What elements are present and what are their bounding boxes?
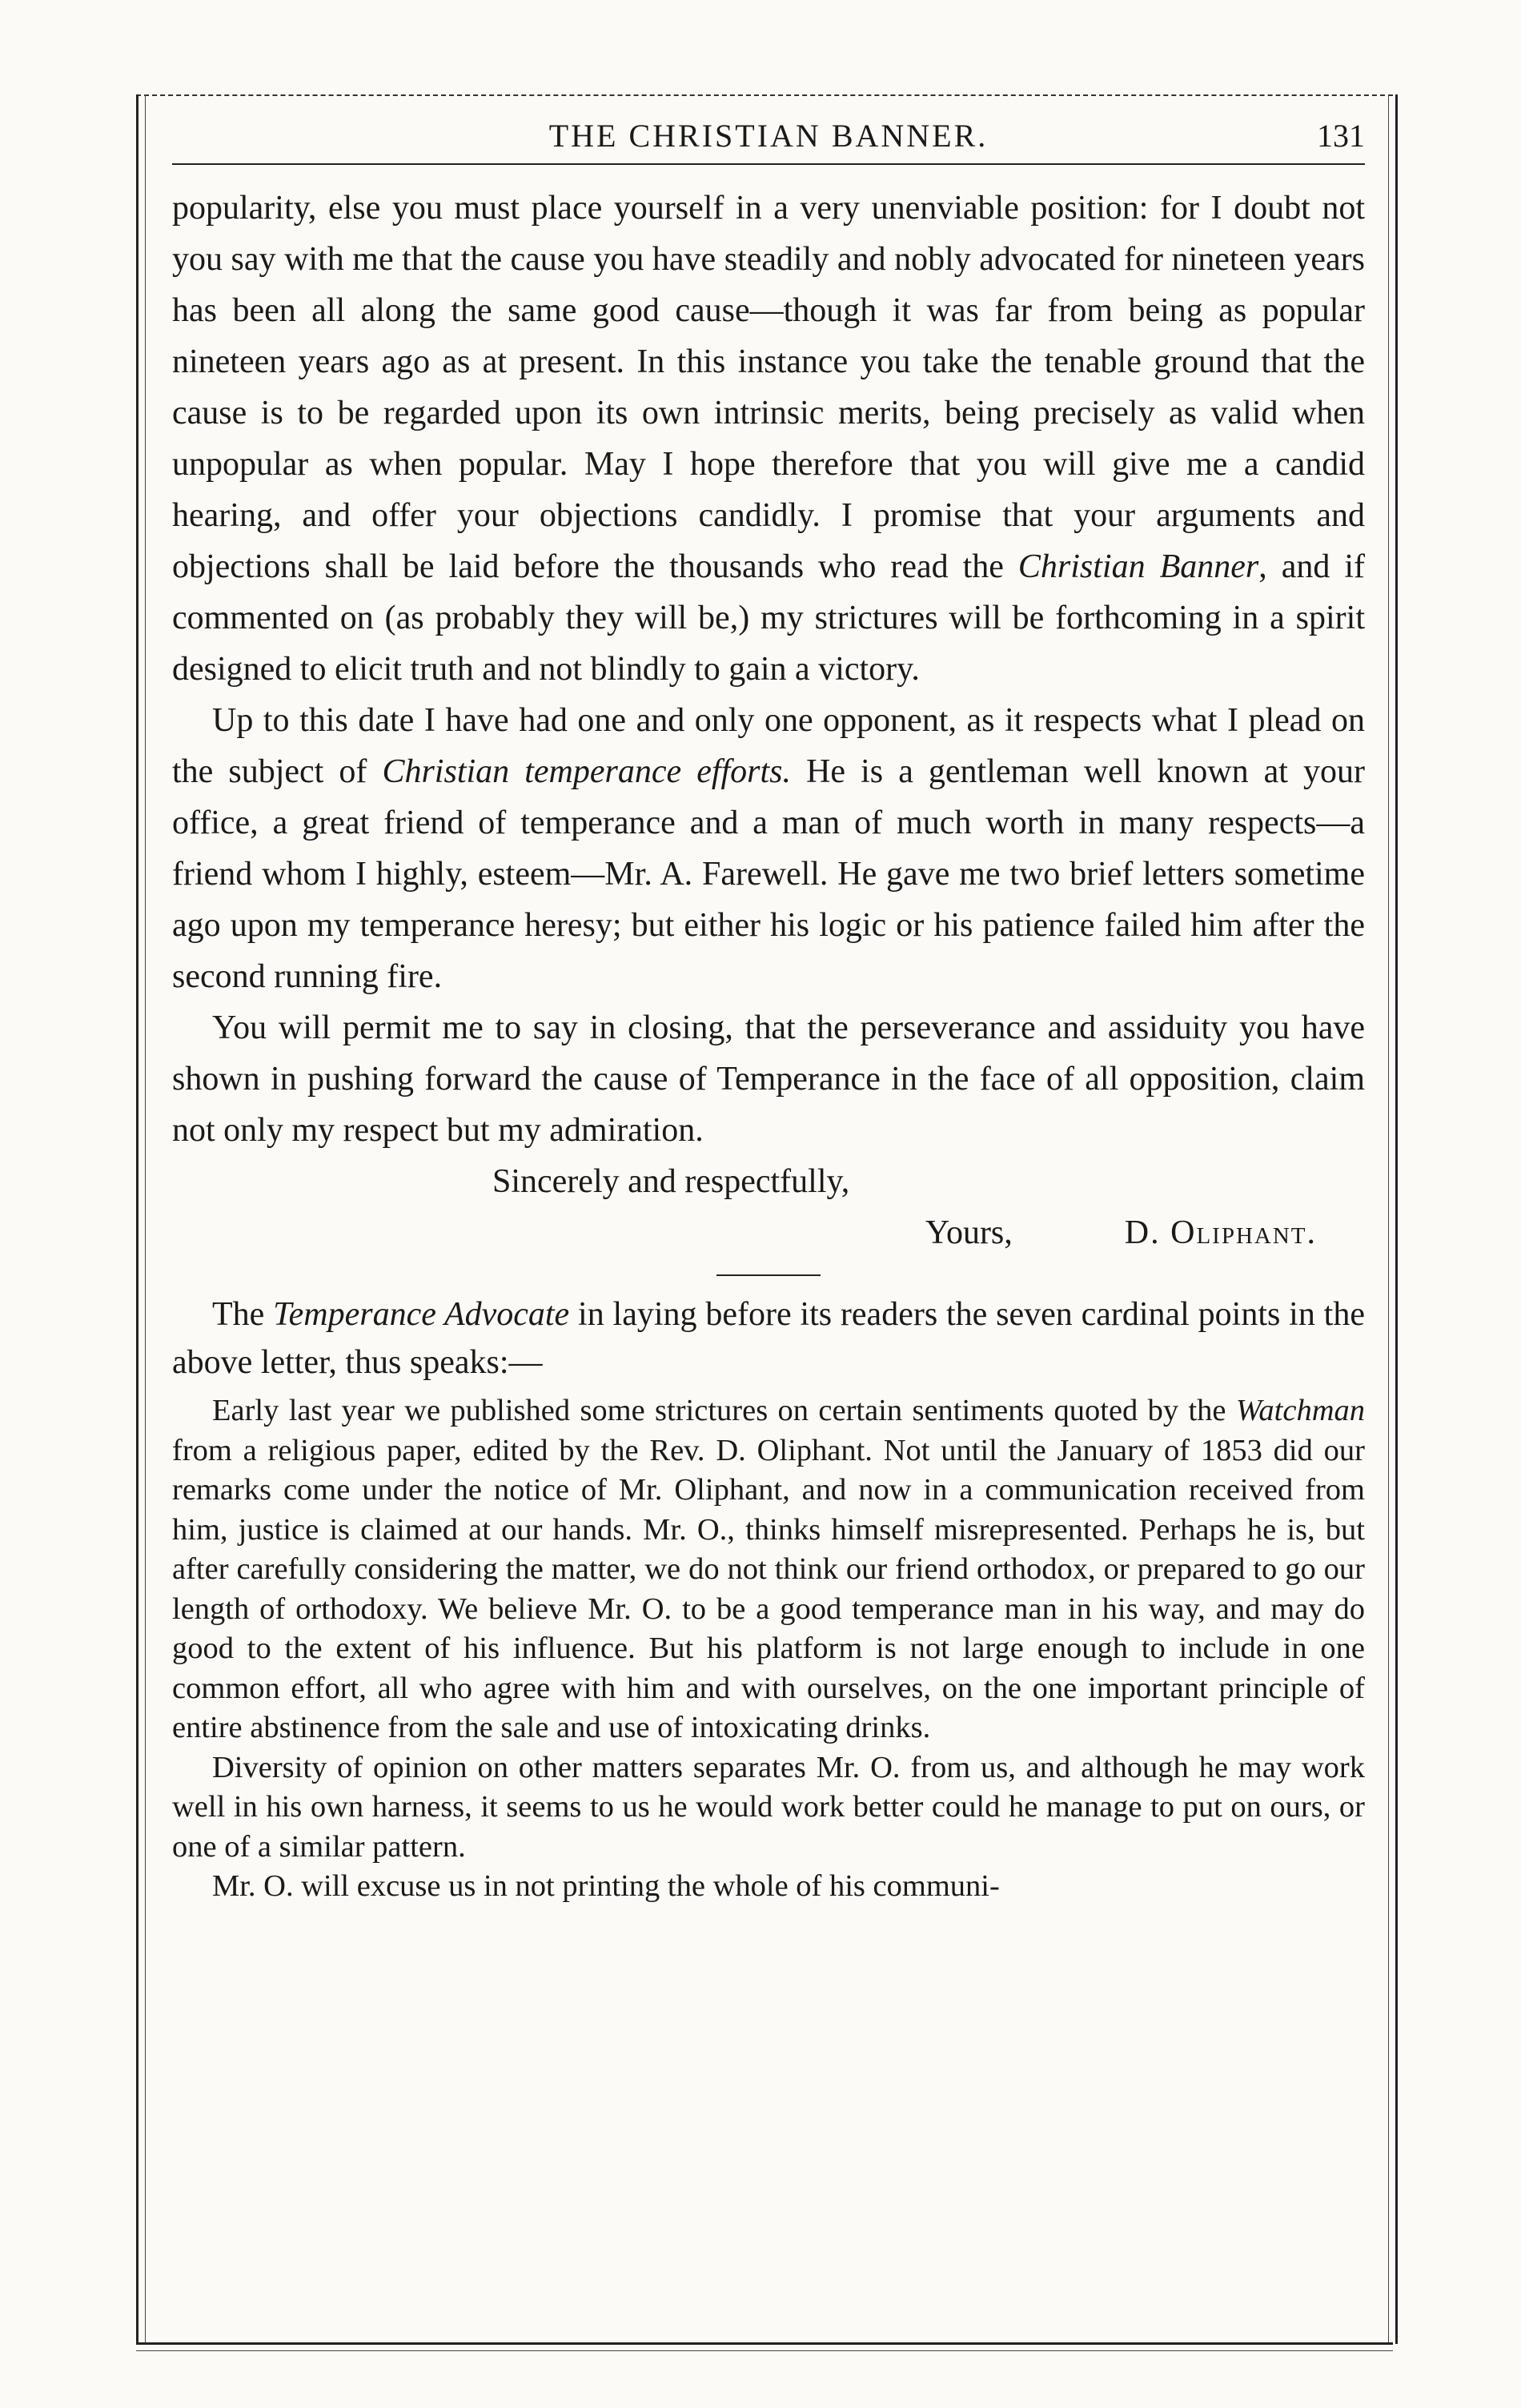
letter-paragraph xyxy=(172,183,1365,695)
italic-phrase: Christian temperance efforts. xyxy=(382,753,792,790)
letter-paragraph: You will permit me to say in closing, that the perseverance and assiduity you have shown in pushing forward the cause of Temperance in the face of all opposition, claim not only my respect but my admiration. xyxy=(172,1009,1365,1149)
section-divider xyxy=(716,1274,821,1276)
closing-yours: Yours, xyxy=(925,1214,1013,1251)
italic-title: Watchman xyxy=(1235,1394,1365,1427)
letter-section xyxy=(172,183,1365,1258)
letter-paragraph xyxy=(172,695,1365,1002)
bottom-border-rule xyxy=(136,2342,1393,2345)
left-inner-border xyxy=(145,94,146,2344)
text-run: Up to this date I have had one and only one opponent, as it respects what I plead on the subject of xyxy=(172,702,1365,790)
article-lead xyxy=(172,1290,1365,1387)
signature: D. Oliphant. xyxy=(1124,1214,1317,1251)
right-inner-border xyxy=(1388,94,1389,2344)
page-header xyxy=(172,112,1365,165)
text-run: from a religious paper, edited by the Rev. D. Oliphant. Not until the January of 1853 did our remarks come under the notice of Mr. Oliphant, and now in a communication received from him, justice is claimed at our hands. Mr. O., thinks himself misrepresented. Perhaps he is, but after carefully considering the matter, we do not think our friend orthodox, or prepared to go our length of orthodoxy. We believe Mr. O. to be a good temperance man in his way, and may do good to the extent of his influence. But his platform is not large enough to include in one common effort, all who agree with him and with ourselves, on the one important principle of entire abstinence from the sale and use of intoxicating drinks. xyxy=(172,1433,1365,1744)
text-run: , and if commented on (as probably they will be,) my strictures will be forthcoming in a spirit designed to elicit truth and not blindly to gain a victory. xyxy=(172,548,1365,688)
text-run: in laying before its readers the seven cardinal points in the above letter, thus speaks:— xyxy=(172,1296,1365,1381)
running-title: THE CHRISTIAN BANNER. xyxy=(548,118,989,154)
article-paragraph: Mr. O. will excuse us in not printing the whole of his communi- xyxy=(212,1869,1000,1903)
text-run: He is a gentleman well known at your office, a great friend of temperance and a man of much worth in many respects—a friend whom I highly, esteem—Mr. A. Farewell. He gave me two brief letters sometime ago upon my temperance heresy; but either his logic or his patience failed him after the second running fire. xyxy=(172,753,1366,995)
text-run: Early last year we published some strictures on certain sentiments quoted by the xyxy=(212,1394,1236,1427)
closing-salutation: Sincerely and respectfully, xyxy=(492,1163,850,1200)
closing-signature-line xyxy=(172,1207,1365,1258)
page-content xyxy=(172,183,1365,1907)
advocate-article xyxy=(172,1290,1365,1907)
italic-title: Christian Banner xyxy=(1017,548,1259,585)
italic-title: Temperance Advocate xyxy=(273,1296,570,1333)
text-run: popularity, else you must place yourself in a very unenviable position: for I doubt not you say with me that the cause you have steadily and nobly advocated for nineteen years has been all along the same good cause—though it was far from being as popular nineteen years ago as at present. In this instance you take the tenable ground that the cause is to be regarded upon its own intrinsic merits, being precisely as valid when unpopular as when popular. May I hope therefore that you will give me a candid hearing, and offer your objections candidly. I promise that your arguments and objections shall be laid before the thousands who read the xyxy=(172,190,1365,585)
article-paragraph: Diversity of opinion on other matters separates Mr. O. from us, and although he may work well in his own harness, it seems to us he would work better could he manage to put on ours, or one of a similar pattern. xyxy=(172,1750,1365,1864)
page-number: 131 xyxy=(1317,118,1365,154)
article-paragraph xyxy=(172,1391,1365,1748)
bottom-border-rule-thin xyxy=(136,2350,1393,2351)
text-run: The xyxy=(212,1296,274,1333)
letter-closing xyxy=(172,1156,1365,1258)
